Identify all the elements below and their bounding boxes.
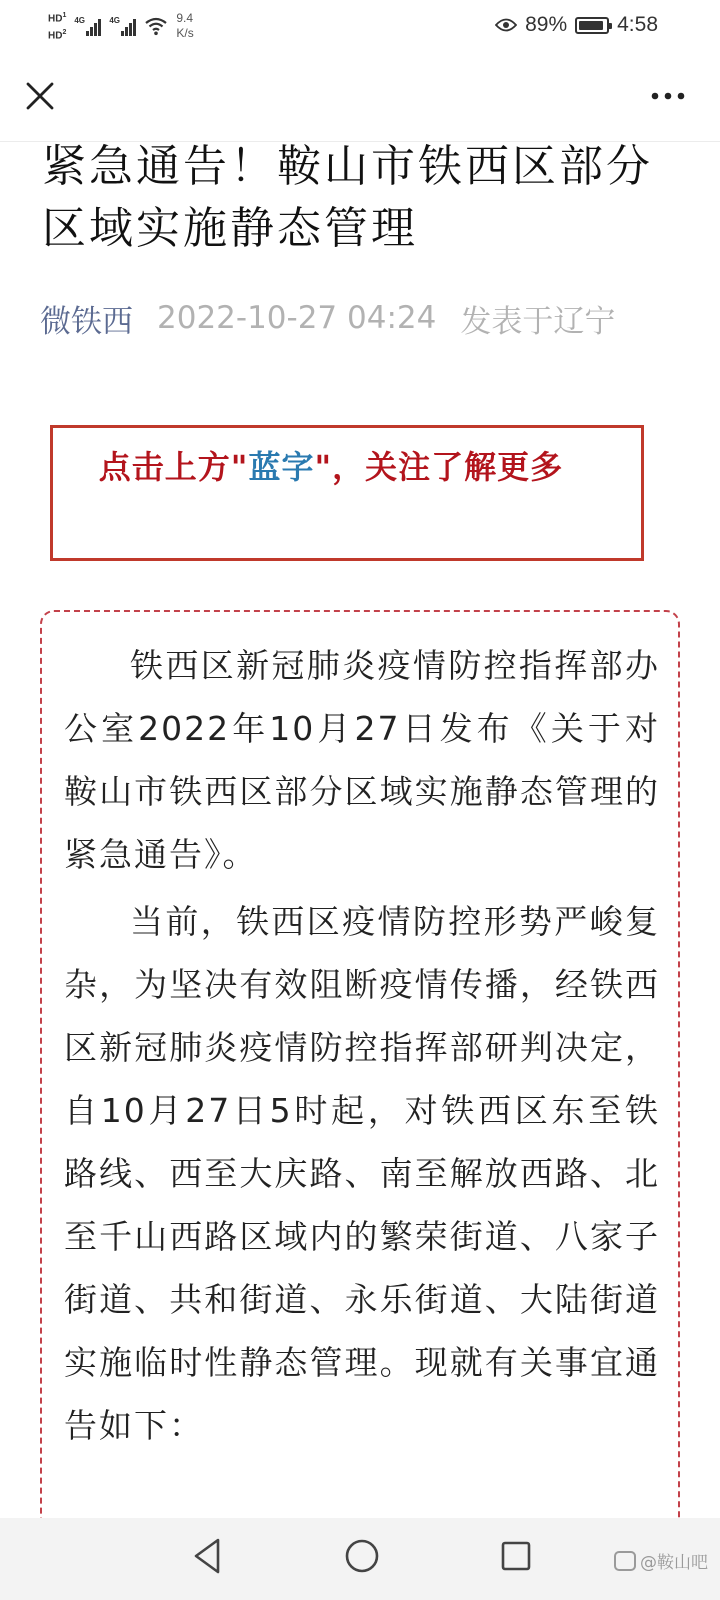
sim2-type: 4G [109, 16, 121, 25]
hd2-sub: 2 [62, 29, 67, 36]
network-speed [176, 11, 193, 41]
battery-icon [575, 17, 609, 34]
article-title: 紧急通告！鞍山市铁西区部分区域实施静态管理 [42, 141, 653, 254]
notice-box [40, 610, 680, 1600]
hd-indicators [48, 10, 66, 43]
hd2-label: HD [48, 30, 63, 42]
battery-percent: 89% [525, 13, 568, 36]
status-left [48, 6, 194, 46]
sim1-type: 4G [74, 16, 86, 25]
home-circle-icon[interactable] [340, 1534, 384, 1578]
signal-icon-sim1 [74, 16, 101, 36]
follow-text-blue: 蓝字 [248, 448, 315, 486]
follow-banner [50, 425, 644, 561]
article-top-bar [0, 50, 720, 142]
follow-text-after: "，关注了解更多 [314, 448, 564, 486]
follow-text [81, 440, 581, 494]
clock: 4:58 [617, 13, 658, 36]
article-meta [40, 296, 615, 340]
publish-location: 发表于辽宁 [460, 303, 616, 340]
hd1-sub: 1 [62, 11, 67, 19]
close-icon[interactable] [18, 74, 62, 118]
wifi-icon [144, 16, 168, 36]
more-icon[interactable] [646, 74, 690, 118]
author-link[interactable]: 微铁西 [40, 303, 133, 340]
status-right [495, 10, 658, 40]
notice-body [64, 634, 660, 1461]
paragraph-1: 铁西区新冠肺炎疫情防控指挥部办公室2022年10月27日发布《关于对鞍山市铁西区部分区域实施静态管理的紧急通告》。 [64, 646, 660, 874]
watermark-logo-icon [614, 1551, 636, 1571]
net-speed-unit: K/s [176, 26, 194, 40]
signal-icon-sim2 [109, 16, 136, 36]
back-triangle-icon[interactable] [186, 1534, 230, 1578]
recent-square-icon[interactable] [494, 1534, 538, 1578]
watermark-text: @鞍山吧 [640, 1553, 708, 1573]
system-nav-bar [0, 1518, 720, 1600]
watermark [614, 1548, 708, 1573]
hd1-label: HD [48, 13, 63, 24]
eye-comfort-icon [495, 18, 517, 32]
status-bar [0, 0, 720, 50]
follow-text-before: 点击上方" [98, 448, 249, 486]
net-speed-value: 9.4 [176, 11, 194, 25]
paragraph-2: 当前，铁西区疫情防控形势严峻复杂，为坚决有效阻断疫情传播，经铁西区新冠肺炎疫情防控指挥部研判决定，自10月27日5时起，对铁西区东至铁路线、西至大庆路、南至解放西路、北至千山西路区域内的繁荣街道、八家子街道、共和街道、永乐街道、大陆街道实施临时性静态管理。现就有关事宜通告如下： [64, 902, 660, 1445]
publish-date: 2022-10-27 04:24 [157, 300, 437, 336]
